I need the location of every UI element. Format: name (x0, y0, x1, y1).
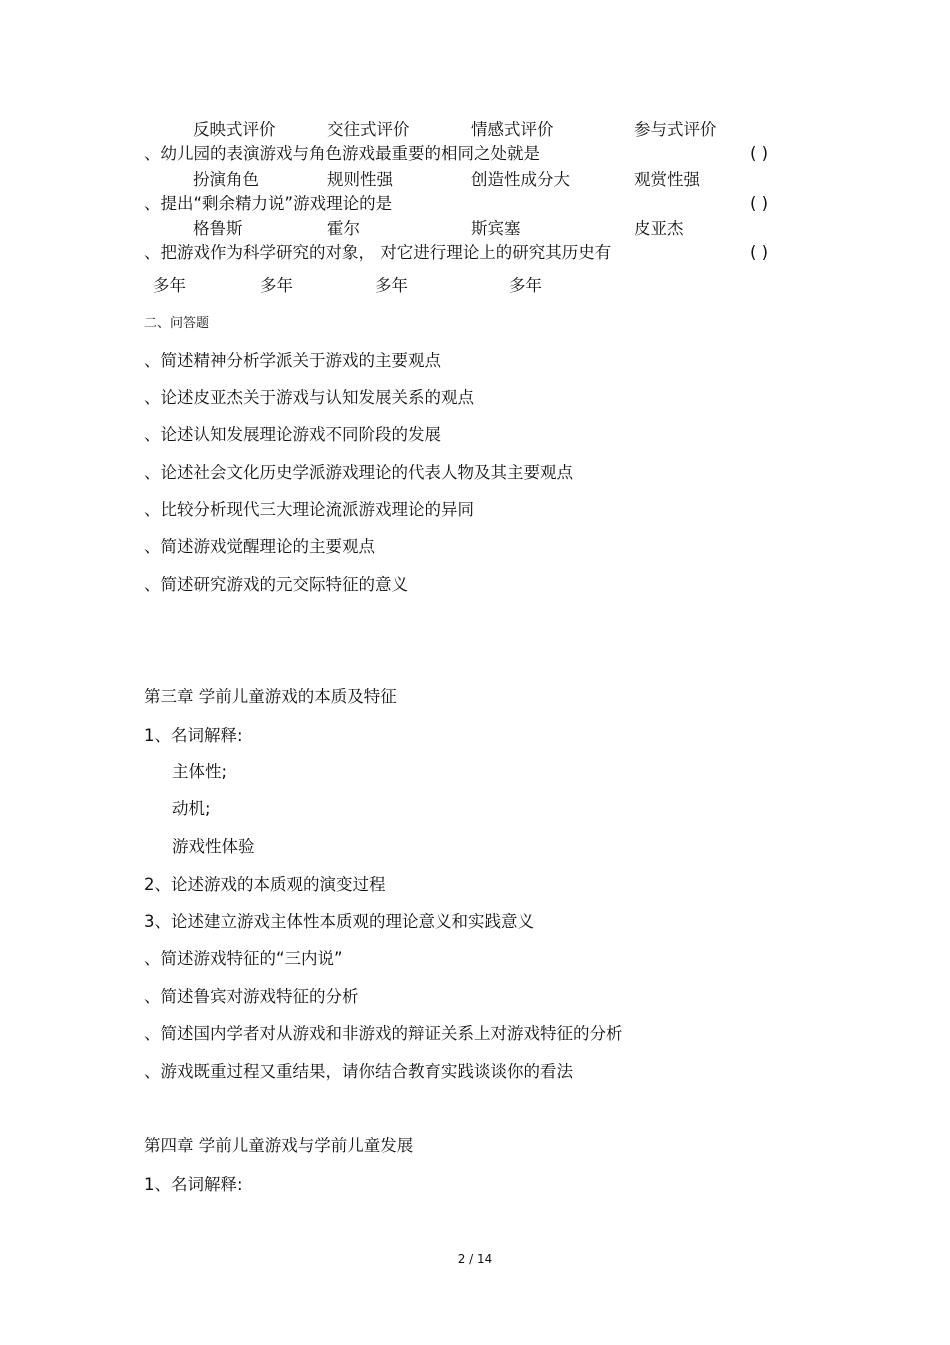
answer-blank: ( ) (750, 194, 769, 213)
option-a: 扮演角色 (193, 170, 259, 189)
list-item: 、比较分析现代三大理论流派游戏理论的异同 (144, 500, 474, 519)
option-a: 多年 (153, 276, 186, 295)
page-number: 2 / 14 (457, 1252, 493, 1266)
list-item: 、简述研究游戏的元交际特征的意义 (144, 575, 408, 594)
list-item: 2、论述游戏的本质观的演变过程 (144, 875, 386, 894)
chapter-title: 第三章 学前儿童游戏的本质及特征 (144, 687, 397, 706)
question-text: 、提出“剩余精力说”游戏理论的是 (144, 194, 393, 213)
list-item: 1、名词解释: (144, 726, 243, 745)
option-c: 情感式评价 (471, 120, 554, 139)
term-item: 游戏性体验 (172, 837, 255, 856)
answer-blank: ( ) (750, 144, 769, 163)
list-item: 、简述游戏觉醒理论的主要观点 (144, 537, 375, 556)
option-c: 斯宾塞 (471, 219, 521, 238)
list-item: 1、名词解释: (144, 1175, 243, 1194)
option-b: 交往式评价 (327, 120, 410, 139)
list-item: 、论述皮亚杰关于游戏与认知发展关系的观点 (144, 388, 474, 407)
answer-blank: ( ) (750, 243, 769, 262)
list-item: 、简述精神分析学派关于游戏的主要观点 (144, 351, 441, 370)
list-item: 、论述社会文化历史学派游戏理论的代表人物及其主要观点 (144, 463, 573, 482)
list-item: 、简述游戏特征的“三内说” (144, 949, 343, 968)
list-item: 、简述国内学者对从游戏和非游戏的辩证关系上对游戏特征的分析 (144, 1024, 623, 1043)
term-item: 动机; (172, 799, 211, 818)
option-b: 规则性强 (327, 170, 393, 189)
question-text: 、幼儿园的表演游戏与角色游戏最重要的相同之处就是 (144, 144, 540, 163)
list-item: 、游戏既重过程又重结果，请你结合教育实践谈谈你的看法 (144, 1062, 573, 1081)
chapter-title: 第四章 学前儿童游戏与学前儿童发展 (144, 1136, 414, 1155)
option-c: 创造性成分大 (471, 170, 570, 189)
list-item: 3、论述建立游戏主体性本质观的理论意义和实践意义 (144, 912, 534, 931)
list-item: 、论述认知发展理论游戏不同阶段的发展 (144, 425, 441, 444)
option-b: 多年 (260, 276, 293, 295)
option-d: 参与式评价 (634, 120, 717, 139)
option-c: 多年 (375, 276, 408, 295)
question-text: 、把游戏作为科学研究的对象， 对它进行理论上的研究其历史有 (144, 243, 612, 262)
option-b: 霍尔 (327, 219, 360, 238)
option-d: 多年 (509, 276, 542, 295)
option-a: 反映式评价 (193, 120, 276, 139)
option-d: 观赏性强 (634, 170, 700, 189)
option-d: 皮亚杰 (634, 219, 684, 238)
option-a: 格鲁斯 (193, 219, 243, 238)
list-item: 、简述鲁宾对游戏特征的分析 (144, 987, 359, 1006)
section-title: 二、问答题 (144, 316, 210, 331)
term-item: 主体性; (172, 762, 228, 781)
